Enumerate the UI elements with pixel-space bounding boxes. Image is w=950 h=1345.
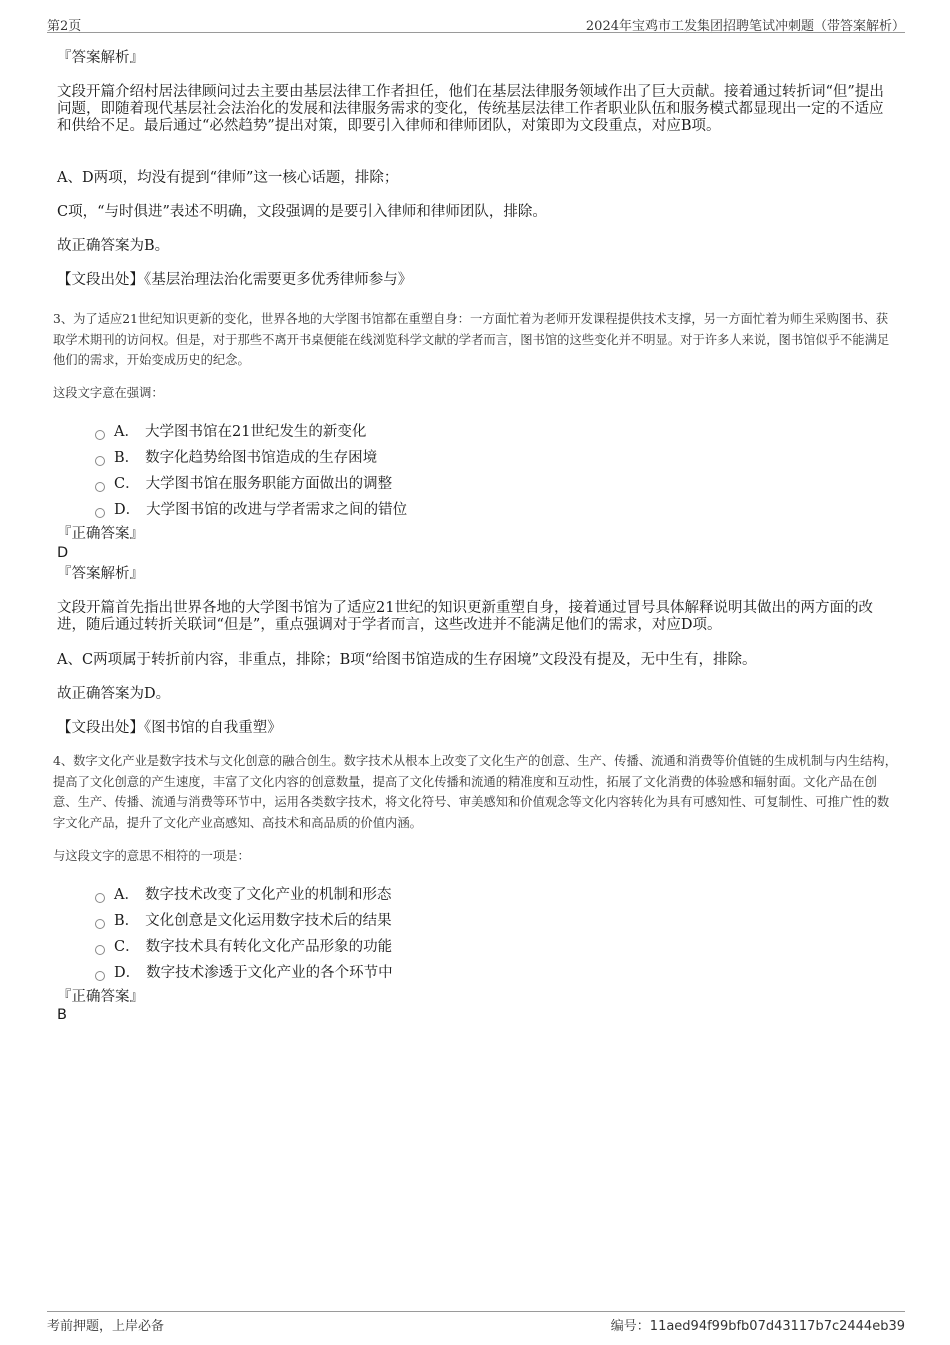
q2-analysis-label: 『答案解析』	[57, 50, 144, 66]
q4-option-c[interactable]: C． 数字技术具有转化文化产品形象的功能	[95, 935, 392, 956]
page-footer	[47, 1311, 905, 1332]
q2-source: 【文段出处】《基层治理法治化需要更多优秀律师参与》	[57, 272, 413, 288]
q3-conclusion: 故正确答案为D。	[57, 686, 171, 702]
q2-conclusion: 故正确答案为B。	[57, 238, 170, 254]
page-header	[47, 12, 905, 33]
q4-answer: B	[57, 1007, 67, 1023]
q3-option-c[interactable]: C． 大学图书馆在服务职能方面做出的调整	[95, 472, 392, 493]
q4-option-a[interactable]: A． 数字技术改变了文化产业的机制和形态	[95, 883, 391, 904]
q3-analysis-label: 『答案解析』	[57, 566, 144, 582]
q4-stem: 4、数字文化产业是数字技术与文化创意的融合创生。数字技术从根本上改变了文化生产的创意、生产、传播、流通和消费等价值链的生成机制与内生结构，提高了文化创意的产生速度，丰富了文化内容的创意数量，提高了文化传播和流通的精准度和互动性，拓展了文化消费的体验感和辐射面。文化产品在创意、生产、传播、流通与消费等环节中，运用各类数字技术，将文化符号、审美感知和价值观念等文化内容转化为具有可感知性、可复制性、可推广性的数字文化产品，提升了文化产业高感知、高技术和高品质的价值内涵。	[53, 754, 898, 830]
radio-icon[interactable]	[95, 893, 105, 903]
q3-question: 这段文字意在强调：	[53, 386, 164, 400]
q3-answer: D	[57, 545, 69, 561]
radio-icon[interactable]	[95, 971, 105, 981]
radio-icon[interactable]	[95, 945, 105, 955]
radio-icon[interactable]	[95, 430, 105, 440]
radio-icon[interactable]	[95, 456, 105, 466]
q3-analysis-paragraph: 文段开篇首先指出世界各地的大学图书馆为了适应21世纪的知识更新重塑自身，接着通过冒号具体解释说明其做出的两方面的改进，随后通过转折关联词“但是”，重点强调对于学者而言，这些改进并不能满足他们的需求，对应D项。	[57, 600, 873, 633]
q4-option-b[interactable]: B． 文化创意是文化运用数字技术后的结果	[95, 909, 392, 930]
q2-analysis-exclude-c: C项，“与时俱进”表述不明确，文段强调的是要引入律师和律师团队，排除。	[57, 204, 547, 220]
q4-question: 与这段文字的意思不相符的一项是：	[53, 849, 250, 863]
radio-icon[interactable]	[95, 482, 105, 492]
radio-icon[interactable]	[95, 508, 105, 518]
q3-stem: 3、为了适应21世纪知识更新的变化，世界各地的大学图书馆都在重塑自身：一方面忙着为老师开发课程提供技术支撑，另一方面忙着为师生采购图书、获取学术期刊的访问权。但是，对于那些不离开书桌便能在线浏览科学文献的学者而言，图书馆的这些变化并不明显。对于许多人来说，图书馆似乎不能满足他们的需求，开始变成历史的纪念。	[53, 312, 890, 367]
q4-answer-label: 『正确答案』	[57, 989, 144, 1005]
q3-source: 【文段出处】《图书馆的自我重塑》	[57, 720, 282, 736]
q3-analysis-exclude: A、C两项属于转折前内容，非重点，排除；B项“给图书馆造成的生存困境”文段没有提及，无中生有，排除。	[57, 652, 757, 668]
q3-option-b[interactable]: B． 数字化趋势给图书馆造成的生存困境	[95, 446, 377, 467]
radio-icon[interactable]	[95, 919, 105, 929]
page-number: 第2页	[47, 19, 82, 34]
q3-answer-label: 『正确答案』	[57, 526, 144, 542]
document-title: 2024年宝鸡市工发集团招聘笔试冲刺题（带答案解析）	[585, 19, 905, 34]
q2-analysis-exclude-ad: A、D两项，均没有提到“律师”这一核心话题，排除；	[57, 170, 399, 186]
document-code: 编号：11aed94f99bfb07d43117b7c2444eb39	[610, 1319, 905, 1334]
q4-option-d[interactable]: D． 数字技术渗透于文化产业的各个环节中	[95, 961, 393, 982]
q3-option-d[interactable]: D． 大学图书馆的改进与学者需求之间的错位	[95, 498, 407, 519]
q3-option-a[interactable]: A． 大学图书馆在21世纪发生的新变化	[95, 420, 366, 441]
footer-slogan: 考前押题，上岸必备	[47, 1319, 165, 1334]
q2-analysis-paragraph: 文段开篇介绍村居法律顾问过去主要由基层法律工作者担任，他们在基层法律服务领域作出了巨大贡献。接着通过转折词“但”提出问题，即随着现代基层社会法治化的发展和法律服务需求的变化，传统基层法律工作者职业队伍和服务模式都显现出一定的不适应和供给不足。最后通过“必然趋势”提出对策，即要引入律师和律师团队，对策即为文段重点，对应B项。	[57, 84, 884, 134]
